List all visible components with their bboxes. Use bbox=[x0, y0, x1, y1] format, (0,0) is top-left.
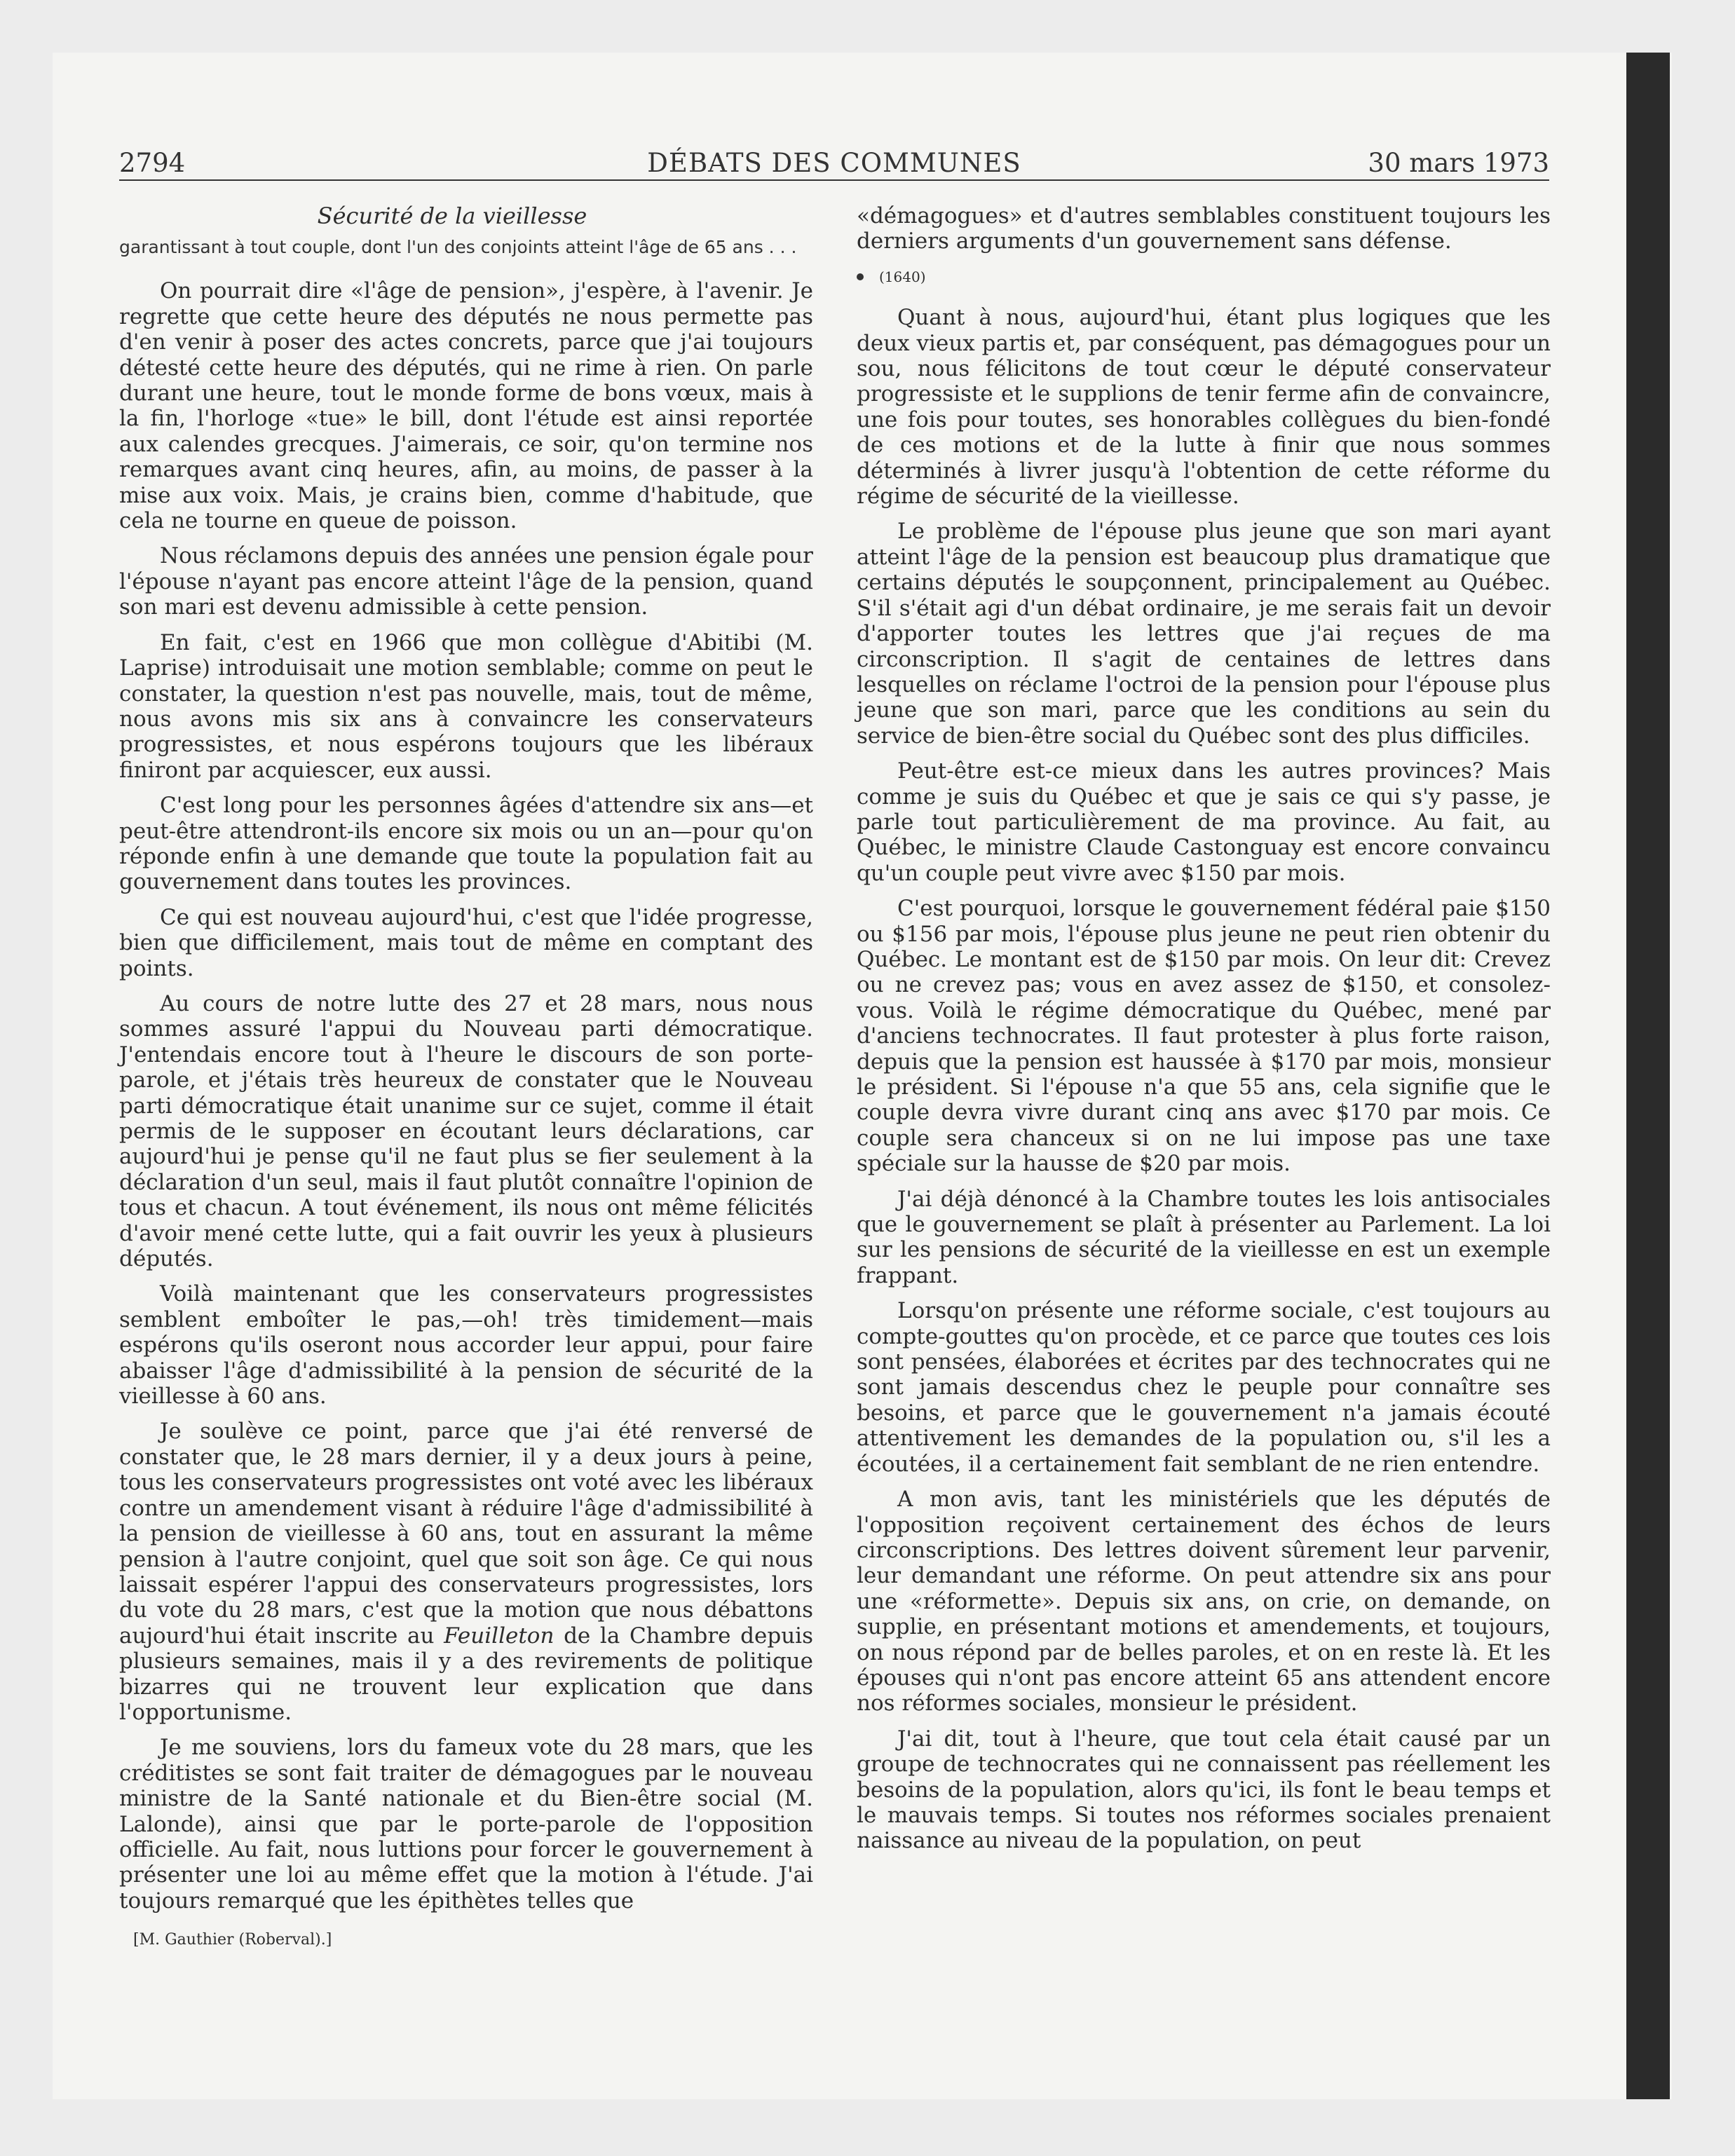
paragraph: Peut-être est-ce mieux dans les autres provinces? Mais comme je suis du Québec et que je sais ce qui s'y passe, je parle tout particulièrement de ma province. Au fait, au Québec, le ministre Claude Castonguay est encore convaincu qu'un couple peut vivre avec $150 par mois. bbox=[857, 758, 1551, 886]
paragraph: J'ai dit, tout à l'heure, que tout cela était causé par un groupe de technocrates qui ne connaissent pas réellement les besoins de la population, alors qu'ici, ils font le beau temps et le mauvais temps. Si toutes nos réformes sociales prenaient naissance au niveau de la population, on peut bbox=[857, 1726, 1551, 1854]
right-column bbox=[857, 203, 1551, 1864]
issue-date: 30 mars 1973 bbox=[1368, 148, 1549, 178]
scan-edge-bar bbox=[1626, 53, 1670, 2099]
paragraph bbox=[119, 1419, 813, 1725]
paragraph: C'est pourquoi, lorsque le gouvernement fédéral paie $150 ou $156 par mois, l'épouse plus jeune ne peut rien obtenir du Québec. Le montant est de $150 par mois. On leur dit: Crevez ou ne crevez pas; vous en avez assez de $150, et consolez-vous. Voilà le régime démocratique du Québec, mené par d'anciens technocrates. Il faut protester à plus forte raison, depuis que la pension est haussée à $170 par mois, monsieur le président. Si l'épouse n'a que 55 ans, cela signifie que le couple devra vivre durant cinq ans avec $170 par mois. Ce couple sera chanceux si on ne lui impose pas une taxe spéciale sur la hausse de $20 par mois. bbox=[857, 896, 1551, 1177]
paragraph: On pourrait dire «l'âge de pension», j'espère, à l'avenir. Je regrette que cette heure des députés ne nous permette pas d'en venir à poser des actes concrets, parce que j'ai toujours détesté cette heure des députés, qui ne rime à rien. On parle durant une heure, tout le monde forme de bons vœux, mais à la fin, l'horloge «tue» le bill, dont l'étude est ainsi reportée aux calendes grecques. J'aimerais, ce soir, qu'on termine nos remarques avant cinq heures, afin, au moins, de passer à la mise aux voix. Mais, je crains bien, comme d'habitude, que cela ne tourne en queue de poisson. bbox=[119, 278, 813, 534]
speaker-attribution: [M. Gauthier (Roberval).] bbox=[133, 1931, 332, 1949]
running-header bbox=[119, 147, 1549, 181]
paragraph: J'ai déjà dénoncé à la Chambre toutes les lois antisociales que le gouvernement se plaît à présenter au Parlement. La loi sur les pensions de sécurité de la vieillesse en est un exemple frappant. bbox=[857, 1186, 1551, 1288]
journal-title: DÉBATS DES COMMUNES bbox=[647, 148, 1021, 178]
bullet-icon bbox=[857, 273, 864, 280]
continuation-paragraph: «démagogues» et d'autres semblables constituent toujours les derniers arguments d'un gouvernement sans défense. bbox=[857, 203, 1551, 254]
paragraph: Je me souviens, lors du fameux vote du 28 mars, que les créditistes se sont fait traiter de démagogues par le nouveau ministre de la Santé nationale et du Bien-être social (M. Lalonde), ainsi que par le porte-parole de l'opposition officielle. Au fait, nous luttions pour forcer le gouvernement à présenter une loi au même effet que la motion à l'étude. J'ai toujours remarqué que les épithètes telles que bbox=[119, 1735, 813, 1913]
paragraph: Le problème de l'épouse plus jeune que son mari ayant atteint l'âge de la pension est beaucoup plus dramatique que certains députés le soupçonnent, principalement au Québec. S'il s'était agi d'un débat ordinaire, je me serais fait un devoir d'apporter toutes les lettres que j'ai reçues de ma circonscription. Il s'agit de centaines de lettres dans lesquelles on réclame l'octroi de la pension pour l'épouse plus jeune que son mari, parce que les conditions au sein du service de bien-être social du Québec sont des plus difficiles. bbox=[857, 519, 1551, 749]
paragraph: Nous réclamons depuis des années une pension égale pour l'épouse n'ayant pas encore atteint l'âge de la pension, quand son mari est devenu admissible à cette pension. bbox=[119, 543, 813, 620]
feuilleton-italic: Feuilleton bbox=[444, 1623, 554, 1649]
left-column bbox=[119, 203, 813, 1953]
paragraph-text: de la Chambre depuis plusieurs semaines, mais il y a des revirements de politique bizarres qui ne trouvent leur explication que dans l'opportunisme. bbox=[119, 1623, 813, 1725]
quoted-motion-text: garantissant à tout couple, dont l'un des conjoints atteint l'âge de 65 ans . . . bbox=[119, 237, 797, 258]
page-number: 2794 bbox=[119, 148, 186, 178]
paragraph: Au cours de notre lutte des 27 et 28 mars, nous nous sommes assuré l'appui du Nouveau parti démocratique. J'entendais encore tout à l'heure le discours de son porte-parole, et j'étais très heureux de constater que le Nouveau parti démocratique était unanime sur ce sujet, comme il était permis de le supposer en écoutant leurs déclarations, car aujourd'hui je pense qu'il ne faut plus se fier seulement à la déclaration d'un seul, mais il faut plutôt connaître l'opinion de tous et chacun. A tout événement, ils nous ont même félicités d'avoir mené cette lutte, qui a fait ouvrir les yeux à plusieurs députés. bbox=[119, 990, 813, 1272]
paragraph: Quant à nous, aujourd'hui, étant plus logiques que les deux vieux partis et, par conséquent, pas démagogues pour un sou, nous félicitons de tout cœur le député conservateur progressiste et le supplions de tenir ferme afin de convaincre, une fois pour toutes, ses honorables collègues du bien-fondé de ces motions et de la lutte à finir que nous sommes déterminés à livrer jusqu'à l'obtention de cette réforme du régime de sécurité de la vieillesse. bbox=[857, 305, 1551, 510]
time-marker bbox=[857, 264, 1551, 289]
paragraph-text: Je soulève ce point, parce que j'ai été renversé de constater que, le 28 mars dernier, il y a deux jours à peine, tous les conservateurs progressistes ont voté avec les libéraux contre un amendement visant à réduire l'âge d'admissibilité à la pension de vieillesse à 60 ans, tout en assurant la même pension à l'autre conjoint, quel que soit son âge. Ce qui nous laissait espérer l'appui des conservateurs progressistes, lors du vote du 28 mars, c'est que la motion que nous débattons aujourd'hui était inscrite au bbox=[119, 1419, 813, 1649]
paragraph: C'est long pour les personnes âgées d'attendre six ans—et peut-être attendront-ils encore six mois ou un an—pour qu'on réponde enfin à une demande que toute la population fait au gouvernement dans toutes les provinces. bbox=[119, 793, 813, 895]
paragraph: Lorsqu'on présente une réforme sociale, c'est toujours au compte-gouttes qu'on procède, et ce parce que toutes ces lois sont pensées, élaborées et écrites par des technocrates qui ne sont jamais descendus chez le peuple pour connaître ses besoins, et parce que le gouvernement n'a jamais écouté attentivement les demandes de la population ou, s'il les a écoutées, il a certainement fait semblant de ne rien entendre. bbox=[857, 1298, 1551, 1477]
paragraph: En fait, c'est en 1966 que mon collègue d'Abitibi (M. Laprise) introduisait une motion semblable; comme on peut le constater, la question n'est pas nouvelle, mais, tout de même, nous avons mis six ans à convaincre les conservateurs progressistes, et nous espérons toujours que les libéraux finiront par acquiescer, eux aussi. bbox=[119, 629, 813, 783]
paragraph: A mon avis, tant les ministériels que les députés de l'opposition reçoivent certainement des échos de leurs circonscriptions. Des lettres doivent sûrement leur parvenir, leur demandant une réforme. On peut attendre six ans pour une «réformette». Depuis six ans, on crie, on demande, on supplie, en présentant motions et amendements, et toujours, on nous répond par de belles paroles, et on en reste là. Et les épouses qui n'ont pas encore atteint 65 ans attendent encore nos réformes sociales, monsieur le président. bbox=[857, 1487, 1551, 1717]
paragraph: Voilà maintenant que les conservateurs progressistes semblent emboîter le pas,—oh! très timidement—mais espérons qu'ils oseront nous accorder leur appui, pour faire abaisser l'âge d'admissibilité à la pension de sécurité de la vieillesse à 60 ans. bbox=[119, 1281, 813, 1410]
section-heading: Sécurité de la vieillesse bbox=[317, 203, 587, 229]
time-marker-label: (1640) bbox=[879, 268, 926, 285]
paragraph: Ce qui est nouveau aujourd'hui, c'est que l'idée progresse, bien que difficilement, mais tout de même en comptant des points. bbox=[119, 904, 813, 981]
